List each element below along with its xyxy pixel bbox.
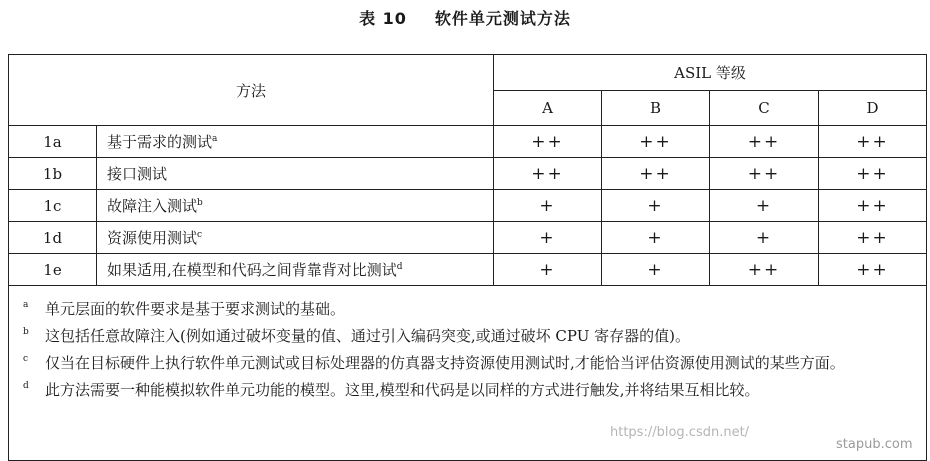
footnote-ref: b	[197, 198, 203, 208]
footnote-text: 这包括任意故障注入(例如通过破坏变量的值、通过引入编码突变,或通过破坏 CPU 寄存器的值)。	[45, 327, 690, 345]
asil-recommendation: +	[494, 254, 602, 286]
asil-recommendation: +	[710, 222, 819, 254]
footnote-ref: c	[197, 230, 203, 240]
table-row	[9, 126, 927, 158]
footnote	[23, 377, 916, 404]
method-id: 1c	[9, 190, 97, 222]
footnote-label: c	[23, 354, 29, 364]
asil-recommendation: ++	[710, 158, 819, 190]
footnote-text: 仅当在目标硬件上执行软件单元测试或目标处理器的仿真器支持资源使用测试时,才能恰当评估资源使用测试的某些方面。	[45, 354, 845, 372]
watermark-site: stapub.com	[836, 437, 913, 452]
footnote-label: b	[23, 327, 29, 337]
method-id: 1e	[9, 254, 97, 286]
asil-recommendation: ++	[602, 126, 710, 158]
asil-recommendation: +	[710, 190, 819, 222]
footnote	[23, 296, 916, 323]
footnote-label: a	[23, 300, 29, 310]
asil-header: ASIL 等级	[494, 55, 927, 91]
asil-recommendation: ++	[602, 158, 710, 190]
method-name-cell	[97, 254, 494, 286]
table-caption: 软件单元测试方法	[434, 9, 571, 28]
asil-recommendation: ++	[819, 126, 927, 158]
footnotes	[9, 286, 927, 461]
asil-recommendation: ++	[710, 126, 819, 158]
method-name: 接口测试	[107, 165, 168, 183]
footnote-ref: d	[396, 262, 403, 272]
footnote-ref: a	[212, 134, 218, 144]
table-row	[9, 254, 927, 286]
watermark-url: https://blog.csdn.net/	[610, 425, 750, 440]
asil-level-d: D	[819, 91, 927, 126]
method-id: 1a	[9, 126, 97, 158]
method-id: 1d	[9, 222, 97, 254]
asil-recommendation: ++	[494, 158, 602, 190]
method-header: 方法	[9, 55, 494, 126]
asil-recommendation: ++	[710, 254, 819, 286]
method-name-cell	[97, 190, 494, 222]
method-name-cell	[97, 222, 494, 254]
method-name: 基于需求的测试	[107, 133, 213, 151]
asil-recommendation: ++	[819, 222, 927, 254]
method-name-cell	[97, 126, 494, 158]
method-name: 资源使用测试	[107, 229, 198, 247]
asil-recommendation: ++	[819, 158, 927, 190]
footnote	[23, 350, 916, 377]
asil-recommendation: ++	[494, 126, 602, 158]
asil-recommendation: ++	[819, 254, 927, 286]
footnote	[23, 323, 916, 350]
footnote-label: d	[23, 381, 29, 391]
method-name-cell	[97, 158, 494, 190]
table-row	[9, 190, 927, 222]
table-number: 表 10	[359, 9, 407, 28]
asil-recommendation: +	[602, 254, 710, 286]
asil-recommendation: +	[494, 190, 602, 222]
method-name: 如果适用,在模型和代码之间背靠背对比测试	[107, 261, 397, 279]
asil-level-a: A	[494, 91, 602, 126]
table-row	[9, 222, 927, 254]
asil-recommendation: +	[602, 190, 710, 222]
asil-recommendation: ++	[819, 190, 927, 222]
footnote-text: 单元层面的软件要求是基于要求测试的基础。	[45, 300, 346, 318]
table-title	[0, 6, 930, 29]
asil-recommendation: +	[494, 222, 602, 254]
asil-level-c: C	[710, 91, 819, 126]
method-name: 故障注入测试	[107, 197, 198, 215]
asil-recommendation: +	[602, 222, 710, 254]
asil-level-b: B	[602, 91, 710, 126]
table-row	[9, 158, 927, 190]
method-id: 1b	[9, 158, 97, 190]
footnote-text: 此方法需要一种能模拟软件单元功能的模型。这里,模型和代码是以同样的方式进行触发,并将结果互相比较。	[45, 381, 760, 399]
unit-test-methods-table	[8, 54, 927, 461]
